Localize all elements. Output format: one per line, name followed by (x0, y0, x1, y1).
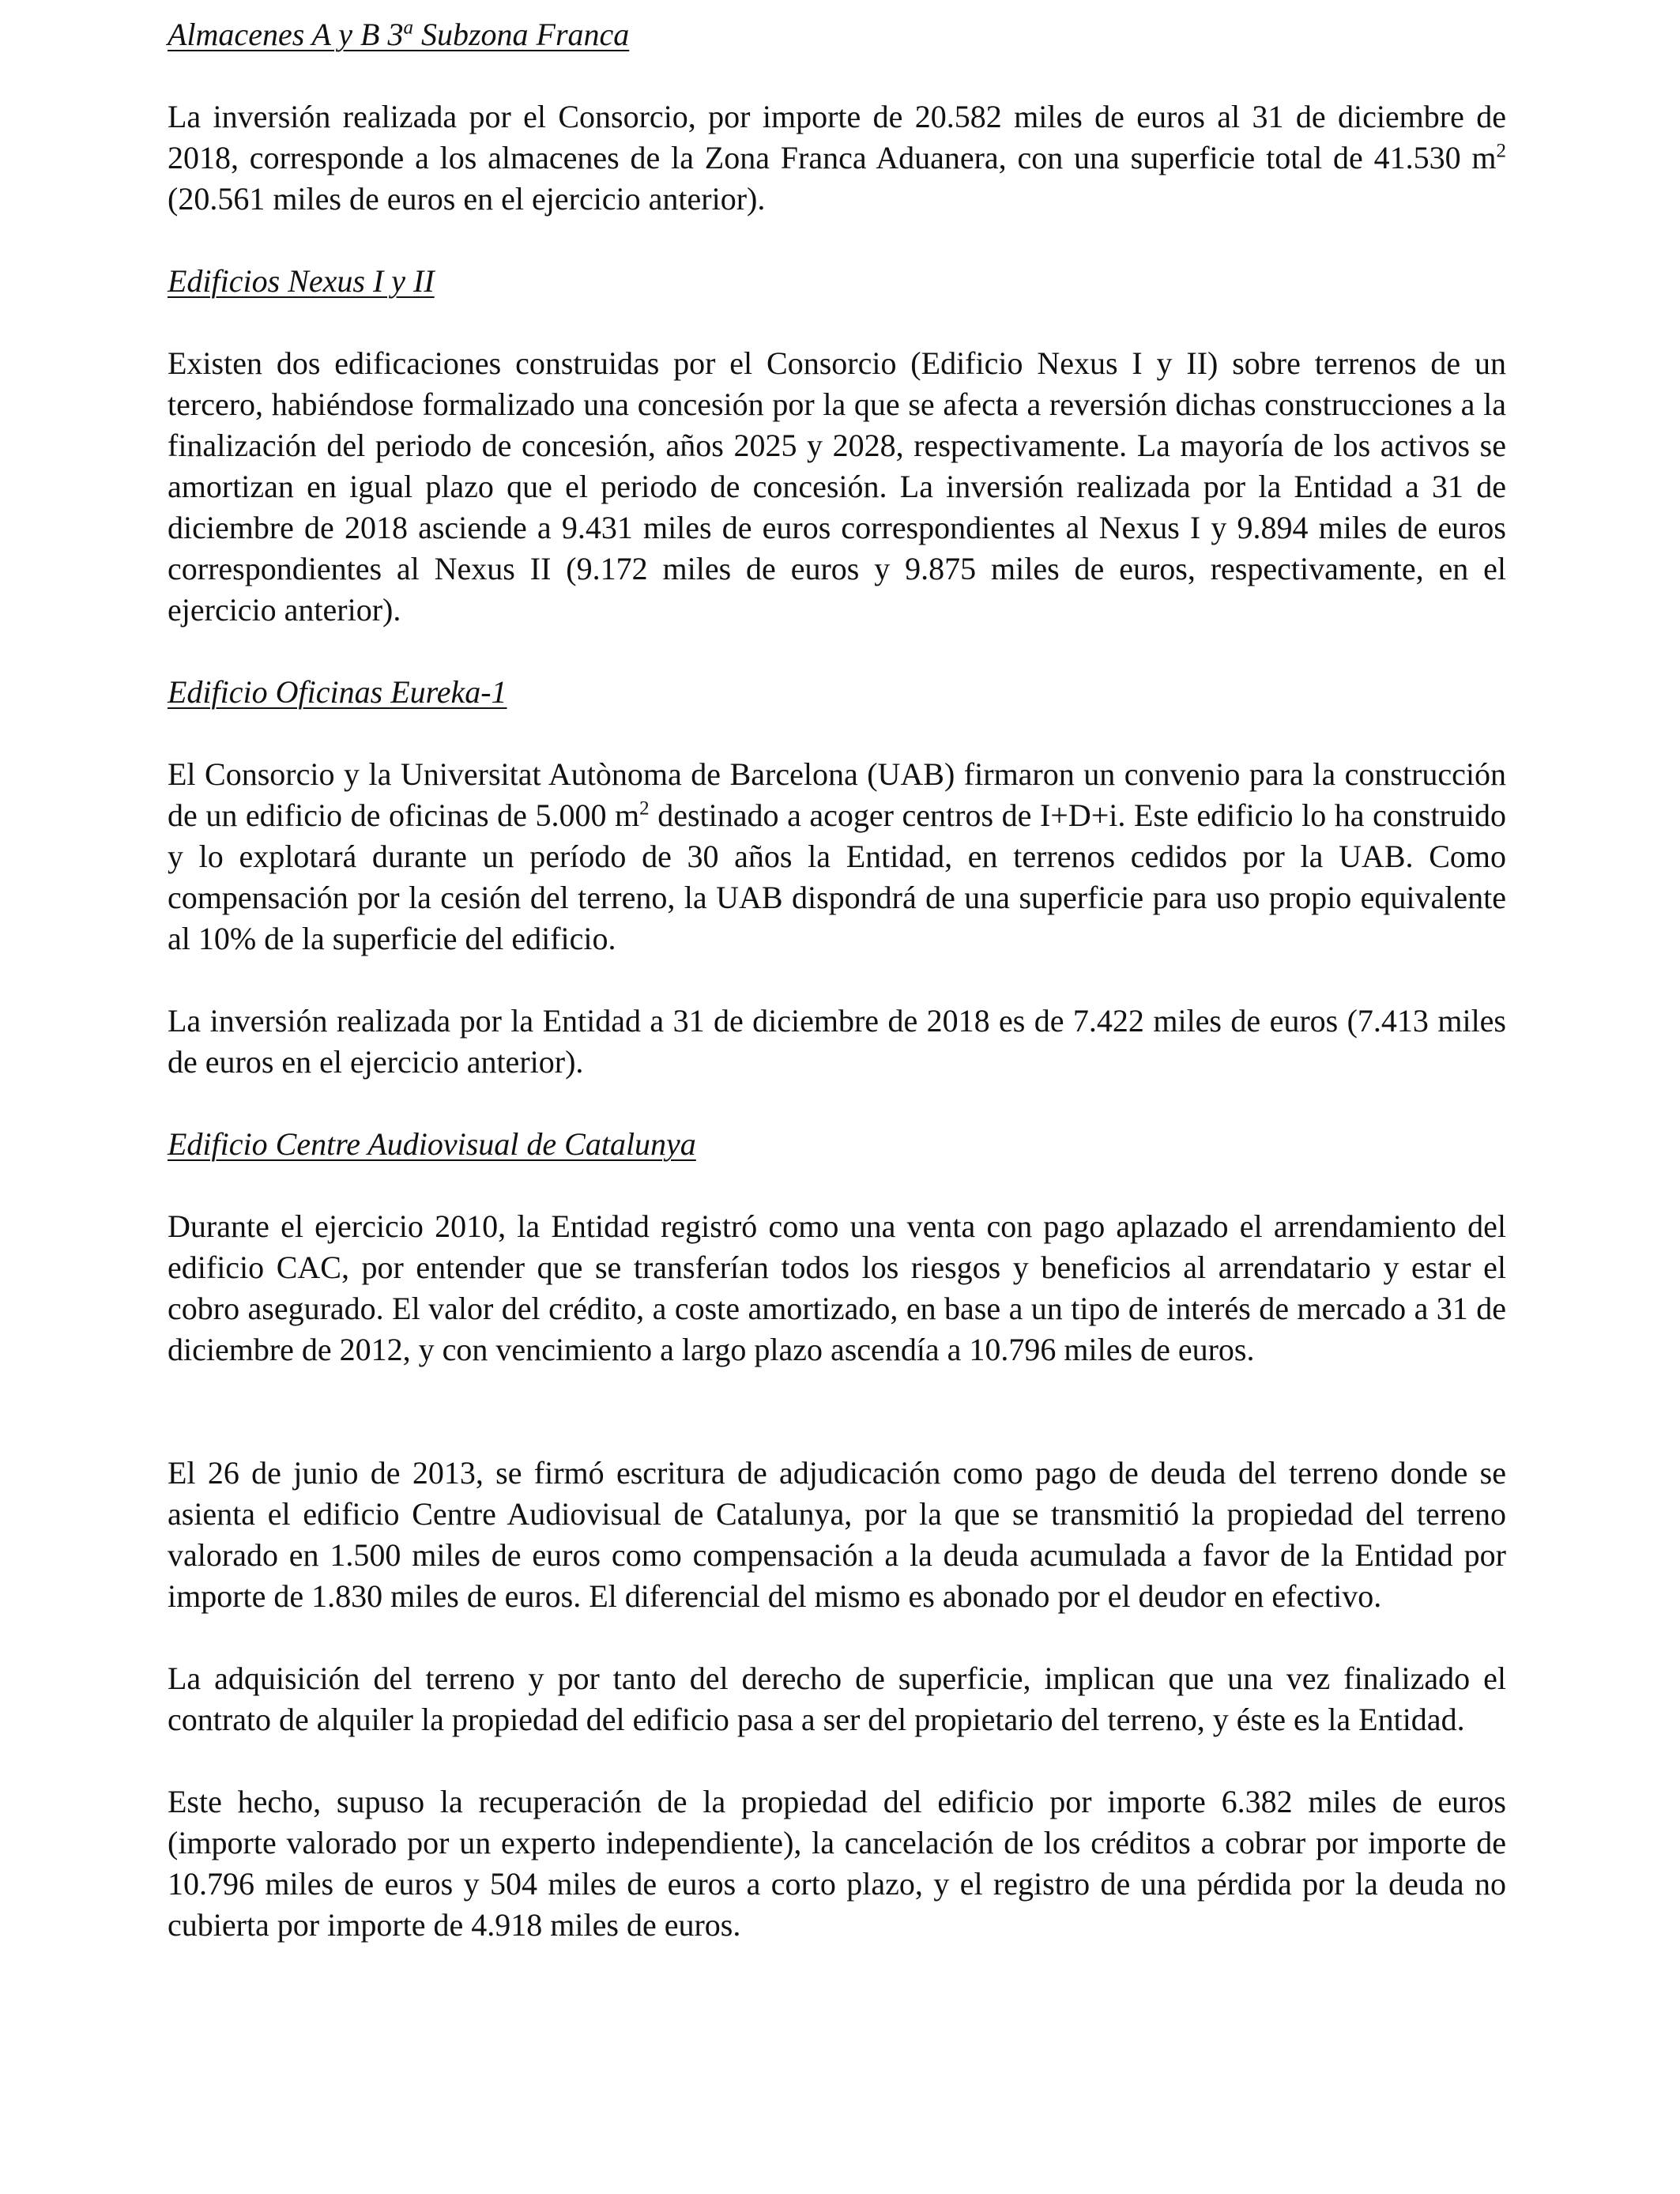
heading-almacenes-text-end: Subzona Franca (412, 17, 630, 52)
heading-cac: Edificio Centre Audiovisual de Catalunya (168, 1126, 696, 1162)
paragraph-almacenes-text-end: (20.561 miles de euros en el ejercicio anterior). (168, 181, 766, 217)
spacer (168, 302, 1506, 343)
spacer (168, 1165, 1506, 1206)
spacer (168, 1740, 1506, 1781)
paragraph-cac-1: Durante el ejercicio 2010, la Entidad registró como una venta con pago aplazado el arrendamiento del edificio CAC, por entender que se transferían todos los riesgos y beneficios al arrendatario y estar el cobro asegurado. El valor del crédito, a coste amortizado, en base a un tipo de interés de mercado a 31 de diciembre de 2012, y con vencimiento a largo plazo ascendía a 10.796 miles de euros. (168, 1208, 1506, 1367)
spacer (168, 1617, 1506, 1658)
paragraph-cac-2: El 26 de junio de 2013, se firmó escritura de adjudicación como pago de deuda del terreno donde se asienta el edificio Centre Audiovisual de Catalunya, por la que se transmitió la propiedad del terreno valorado en 1.500 miles de euros como compensación a la deuda acumulada a favor de la Entidad por importe de 1.830 miles de euros. El diferencial del mismo es abonado por el deudor en efectivo. (168, 1455, 1506, 1614)
heading-eureka: Edificio Oficinas Eureka-1 (168, 674, 507, 710)
paragraph-almacenes-superscript: 2 (1496, 140, 1506, 162)
paragraph-cac-4: Este hecho, supuso la recuperación de la propiedad del edificio por importe 6.382 miles de euros (importe valorado por un experto independiente), la cancelación de los créditos a cobrar por importe de 10.796 miles de euros y 504 miles de euros a corto plazo, y el registro de una pérdida por la deuda no cubierta por importe de 4.918 miles de euros. (168, 1784, 1506, 1943)
heading-almacenes (168, 14, 1506, 55)
heading-nexus: Edificios Nexus I y II (168, 263, 435, 299)
paragraph-eureka-text: El Consorcio y la Universitat Autònoma de Barcelona (UAB) firmaron un convenio para la construcción de un edificio de oficinas de 5.000 m (168, 756, 1506, 833)
paragraph-nexus: Existen dos edificaciones construidas por el Consorcio (Edificio Nexus I y II) sobre terrenos de un tercero, habiéndose formalizado una concesión por la que se afecta a reversión dichas construcciones a la finalización del periodo de concesión, años 2025 y 2028, respectivamente. La mayoría de los activos se amortizan en igual plazo que el periodo de concesión. La inversión realizada por la Entidad a 31 de diciembre de 2018 asciende a 9.431 miles de euros correspondientes al Nexus I y 9.894 miles de euros correspondientes al Nexus II (9.172 miles de euros y 9.875 miles de euros, respectivamente, en el ejercicio anterior). (168, 345, 1506, 628)
spacer (168, 55, 1506, 96)
paragraph-eureka-superscript: 2 (639, 797, 650, 820)
spacer (168, 713, 1506, 754)
spacer (168, 220, 1506, 261)
paragraph-cac-3: La adquisición del terreno y por tanto del derecho de superficie, implican que una vez finalizado el contrato de alquiler la propiedad del edificio pasa a ser del propietario del terreno, y éste es la Entidad. (168, 1661, 1506, 1737)
spacer (168, 1083, 1506, 1124)
spacer (168, 959, 1506, 1001)
paragraph-eureka-1 (168, 754, 1506, 959)
paragraph-eureka-2: La inversión realizada por la Entidad a 31 de diciembre de 2018 es de 7.422 miles de euros (7.413 miles de euros en el ejercicio anterior). (168, 1003, 1506, 1080)
paragraph-eureka-text-end: destinado a acoger centros de I+D+i. Este edificio lo ha construido y lo explotará durante un período de 30 años la Entidad, en terrenos cedidos por la UAB. Como compensación por la cesión del terreno, la UAB dispondrá de una superficie para uso propio equivalente al 10% de la superficie del edificio. (168, 797, 1506, 956)
heading-almacenes-superscript: a (403, 17, 413, 39)
heading-almacenes-text: Almacenes A y B 3 (168, 17, 404, 52)
spacer (168, 631, 1506, 672)
paragraph-almacenes (168, 96, 1506, 220)
paragraph-almacenes-text: La inversión realizada por el Consorcio, por importe de 20.582 miles de euros al 31 de diciembre de 2018, corresponde a los almacenes de la Zona Franca Aduanera, con una superficie total de 41.530 m (168, 99, 1506, 175)
spacer (168, 1370, 1506, 1453)
document-page (168, 14, 1506, 1946)
